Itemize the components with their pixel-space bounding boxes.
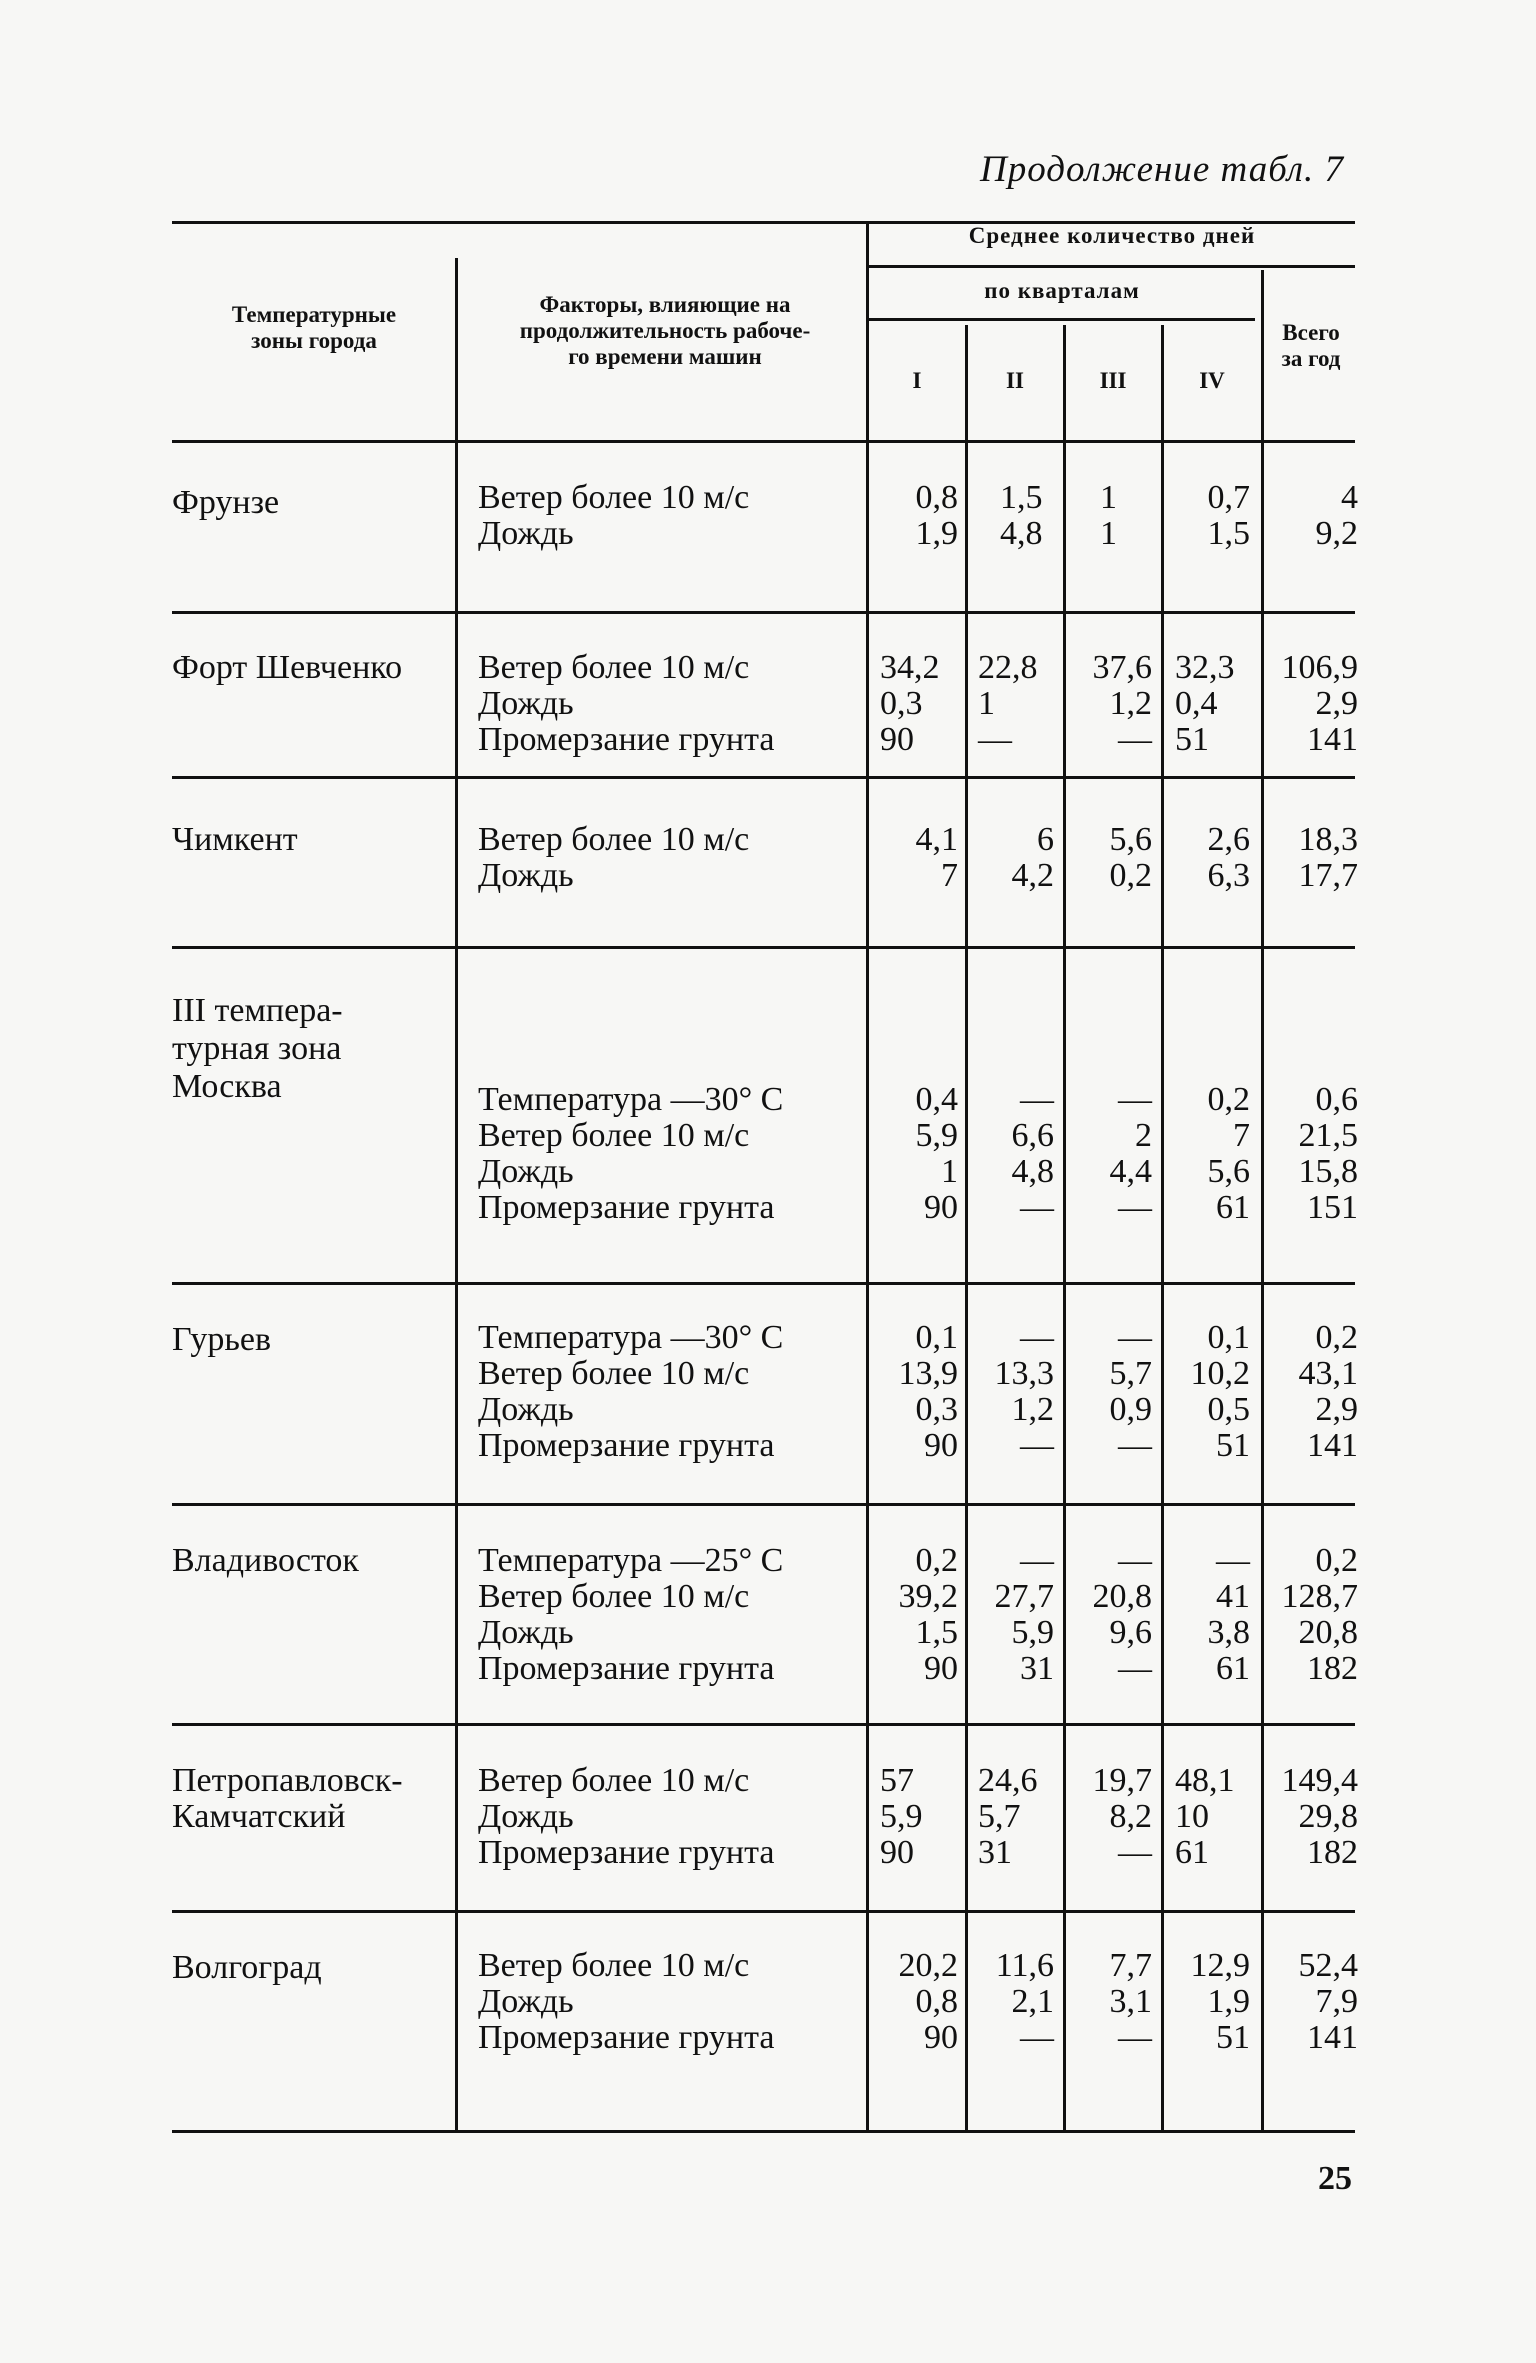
city-name: Чимкент <box>172 821 298 858</box>
value-q1: 0,1 13,9 0,3 90 <box>898 1319 958 1464</box>
col-divider-total <box>1261 270 1264 2130</box>
value-q3: 1 1 <box>1100 479 1117 552</box>
value-q1: 4,1 7 <box>915 821 958 894</box>
col-divider-q4 <box>1161 325 1164 2130</box>
value-q1: 34,2 0,3 90 <box>880 649 940 758</box>
value-q2: 6 4,2 <box>1011 821 1054 894</box>
row-divider <box>172 1723 1355 1726</box>
row-divider <box>172 611 1355 614</box>
header-rule-bottom <box>172 440 1355 443</box>
value-q1: 0,2 39,2 1,5 90 <box>898 1542 958 1687</box>
city-name: III темпера- турная зона Москва <box>172 992 343 1105</box>
city-name: Волгоград <box>172 1949 322 1986</box>
city-name: Владивосток <box>172 1542 359 1579</box>
page-number: 25 <box>1318 2160 1352 2197</box>
header-q4: IV <box>1199 368 1225 393</box>
page-title: Продолжение табл. 7 <box>980 149 1345 190</box>
value-q3: 37,6 1,2 — <box>1092 649 1152 758</box>
header-rule-avg <box>867 265 1355 268</box>
factor-list: Ветер более 10 м/с Дождь Промерзание грунта <box>478 1947 775 2056</box>
value-q1: 20,2 0,8 90 <box>898 1947 958 2056</box>
row-divider <box>172 776 1355 779</box>
city-name: Петропавловск- Камчатский <box>172 1762 403 1835</box>
value-q2: — 13,3 1,2 — <box>994 1319 1054 1464</box>
header-factors: Факторы, влияющие на продолжительность рабоче- го времени машин <box>519 292 811 369</box>
value-q4: 0,7 1,5 <box>1207 479 1250 552</box>
col-divider-q2 <box>965 325 968 2130</box>
value-q4: 2,6 6,3 <box>1207 821 1250 894</box>
factor-list: Ветер более 10 м/с Дождь Промерзание грунта <box>478 1762 775 1871</box>
factor-list: Ветер более 10 м/с Дождь Промерзание грунта <box>478 649 775 758</box>
col-divider-factors <box>455 258 458 2130</box>
value-q2: 24,6 5,7 31 <box>978 1762 1038 1871</box>
value-total: 0,2 128,7 20,8 182 <box>1281 1542 1358 1687</box>
value-q1: 0,8 1,9 <box>915 479 958 552</box>
city-name: Гурьев <box>172 1321 272 1358</box>
value-q2: 22,8 1 — <box>978 649 1038 758</box>
value-q3: — 20,8 9,6 — <box>1092 1542 1152 1687</box>
value-total: 106,9 2,9 141 <box>1281 649 1358 758</box>
factor-list: Ветер более 10 м/с Дождь <box>478 821 750 894</box>
city-name: Форт Шевченко <box>172 649 403 686</box>
value-q2: 11,6 2,1 — <box>995 1947 1054 2056</box>
value-total: 149,4 29,8 182 <box>1281 1762 1358 1871</box>
factor-list: Температура —25° С Ветер более 10 м/с Дождь Промерзание грунта <box>478 1542 784 1687</box>
header-q1: I <box>912 368 922 393</box>
row-divider <box>172 1503 1355 1506</box>
header-rule-quarters <box>867 318 1255 321</box>
header-q2: II <box>1006 368 1024 393</box>
value-q4: — 41 3,8 61 <box>1207 1542 1250 1687</box>
header-zones: Температурные зоны города <box>231 302 397 353</box>
factor-list: Температура —30° С Ветер более 10 м/с Дождь Промерзание грунта <box>478 1081 784 1226</box>
value-q1: 0,4 5,9 1 90 <box>915 1081 958 1226</box>
value-q3: — 5,7 0,9 — <box>1109 1319 1152 1464</box>
header-total: Всего за год <box>1281 320 1341 371</box>
value-total: 18,3 17,7 <box>1298 821 1358 894</box>
value-q2: 1,5 4,8 <box>1000 479 1043 552</box>
value-q4: 48,1 10 61 <box>1175 1762 1235 1871</box>
value-total: 0,6 21,5 15,8 151 <box>1298 1081 1358 1226</box>
factor-list: Ветер более 10 м/с Дождь <box>478 479 750 552</box>
value-q3: 5,6 0,2 <box>1109 821 1152 894</box>
value-q3: 7,7 3,1 — <box>1109 1947 1152 2056</box>
row-divider <box>172 946 1355 949</box>
city-name: Фрунзе <box>172 484 280 521</box>
header-q3: III <box>1099 368 1127 393</box>
value-q4: 12,9 1,9 51 <box>1190 1947 1250 2056</box>
table-rule-bottom <box>172 2130 1355 2133</box>
value-q2: — 27,7 5,9 31 <box>994 1542 1054 1687</box>
header-by-quarters: по кварталам <box>984 278 1140 303</box>
factor-list: Температура —30° С Ветер более 10 м/с Дождь Промерзание грунта <box>478 1319 784 1464</box>
value-q3: 19,7 8,2 — <box>1092 1762 1152 1871</box>
value-q2: — 6,6 4,8 — <box>1011 1081 1054 1226</box>
value-q4: 0,2 7 5,6 61 <box>1207 1081 1250 1226</box>
value-total: 4 9,2 <box>1315 479 1358 552</box>
col-divider-q1 <box>866 221 869 2130</box>
value-q3: — 2 4,4 — <box>1109 1081 1152 1226</box>
row-divider <box>172 1282 1355 1285</box>
value-q4: 32,3 0,4 51 <box>1175 649 1235 758</box>
value-q4: 0,1 10,2 0,5 51 <box>1190 1319 1250 1464</box>
col-divider-q3 <box>1063 325 1066 2130</box>
value-total: 52,4 7,9 141 <box>1298 1947 1358 2056</box>
header-avg-days: Среднее количество дней <box>968 223 1256 248</box>
value-q1: 57 5,9 90 <box>880 1762 923 1871</box>
value-total: 0,2 43,1 2,9 141 <box>1298 1319 1358 1464</box>
row-divider <box>172 1910 1355 1913</box>
